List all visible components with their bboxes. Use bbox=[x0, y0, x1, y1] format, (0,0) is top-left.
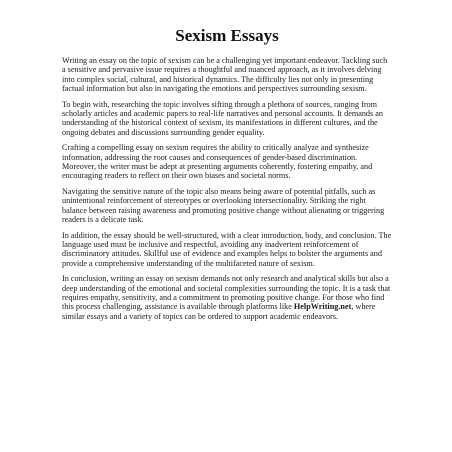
paragraph-crafting: Crafting a compelling essay on sexism requires the ability to critically analyze and synthesize information, addressing the root causes and consequences of gender-based discrimination. Moreover, the writer must be adept at presenting arguments coherently, fostering empathy, and encouraging readers to reflect on their own biases and societal norms. bbox=[62, 143, 373, 181]
paragraph-conclusion bbox=[62, 274, 392, 321]
paragraph-intro: Writing an essay on the topic of sexism can be a challenging yet important endeavor. Tackling such a sensitive and pervasive issue requires a thoughtful and nuanced approach, as it involves delving into complex social, cultural, and historical dynamics. The difficulty lies not only in presenting factual information but also in navigating the emotions and perspectives surrounding sexism. bbox=[62, 56, 388, 94]
paragraph-structure: In addition, the essay should be well-structured, with a clear introduction, body, and conclusion. The language used must be inclusive and respectful, avoiding any inadvertent reinforcement of discriminatory attitudes. Skillful use of evidence and examples helps to bolster the arguments and provide a comprehensive understanding of the multifaceted nature of sexism. bbox=[62, 230, 392, 268]
conclusion-text-before: In conclusion, writing an essay on sexism demands not only research and analytical skills but also a deep understanding of the emotional and societal complexities surrounding the topic. It is a task that requires empathy, sensitivity, and a commitment to promoting positive change. For those who find this process challenging, assistance is available through platforms like bbox=[62, 274, 391, 312]
document-title: Sexism Essays bbox=[175, 26, 279, 45]
paragraph-navigating: Navigating the sensitive nature of the topic also means being aware of potential pitfalls, such as unintentional reinforcement of stereotypes or overlooking intersectionality. Striking the right balance between raising awareness and promoting positive change without alienating or triggering readers is a delicate task. bbox=[62, 186, 385, 225]
helpwriting-brand-link[interactable]: HelpWriting.net bbox=[293, 302, 352, 312]
paragraph-research: To begin with, researching the topic involves sifting through a plethora of sources, ranging from scholarly articles and academic papers to real-life narratives and personal accounts. It demands an understanding of the historical context of sexism, its manifestations in different cultures, and the ongoing debates and discussions surrounding gender equality. bbox=[62, 99, 383, 137]
conclusion-text-after: , where similar essays and a variety of topics can be ordered to support academic endeavors. bbox=[62, 302, 376, 321]
